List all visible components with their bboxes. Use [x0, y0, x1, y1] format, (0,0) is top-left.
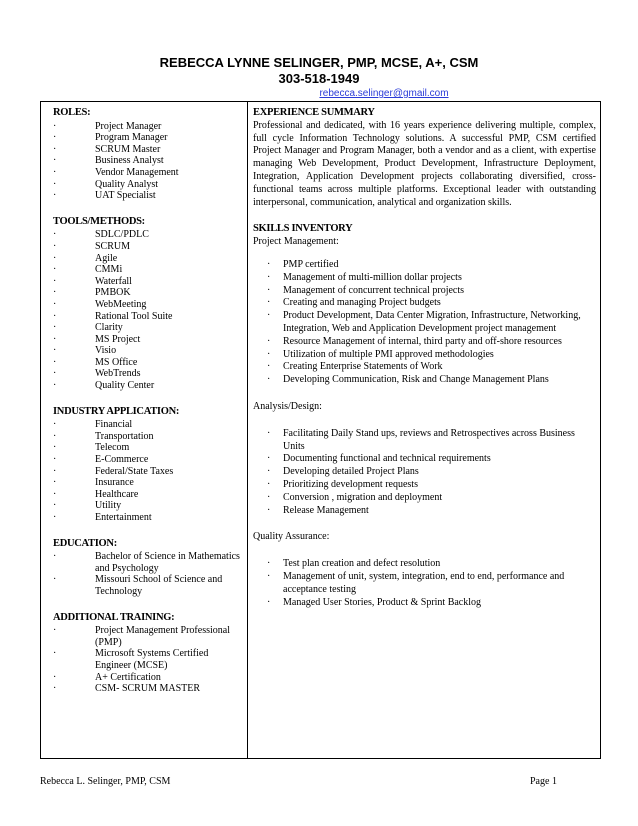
- summary-title: EXPERIENCE SUMMARY: [253, 107, 375, 118]
- qa-subtitle: Quality Assurance:: [253, 531, 330, 543]
- list-item: · Developing detailed Project Plans: [253, 466, 596, 479]
- right-column: [253, 107, 596, 609]
- list-item: · Conversion , migration and deployment: [253, 492, 596, 505]
- list-item: · A+ Certification: [53, 672, 241, 684]
- list-item: · PMP certified: [253, 259, 596, 272]
- list-item: · MS Project: [53, 334, 241, 346]
- list-item: · WebTrends: [53, 368, 241, 380]
- resume-name: REBECCA LYNNE SELINGER, PMP, MCSE, A+, CSM: [159, 55, 479, 70]
- list-item: · Bachelor of Science in Mathematics and Psychology: [53, 551, 241, 574]
- column-divider: [247, 102, 248, 758]
- list-item: · Waterfall: [53, 276, 241, 288]
- education-list: [53, 551, 241, 597]
- list-item: · WebMeeting: [53, 299, 241, 311]
- list-item: · UAT Specialist: [53, 190, 241, 202]
- list-item: · SDLC/PDLC: [53, 229, 241, 241]
- list-item: · Business Analyst: [53, 155, 241, 167]
- training-list: [53, 625, 241, 695]
- list-item: · CMMi: [53, 264, 241, 276]
- list-item: · Financial: [53, 419, 241, 431]
- ad-list: [253, 428, 596, 518]
- tools-title: TOOLS/METHODS:: [53, 215, 145, 227]
- list-item: · Managed User Stories, Product & Sprint Backlog: [253, 597, 596, 610]
- pm-list: [253, 259, 596, 387]
- roles-title: ROLES:: [53, 107, 91, 118]
- list-item: · Project Management Professional (PMP): [53, 625, 241, 648]
- list-item: · E-Commerce: [53, 454, 241, 466]
- list-item: · MS Office: [53, 357, 241, 369]
- roles-list: [53, 121, 241, 202]
- qa-list: [253, 558, 596, 609]
- education-title: EDUCATION:: [53, 537, 117, 549]
- phone-number: 303-518-1949: [278, 71, 360, 86]
- list-item: · Clarity: [53, 322, 241, 334]
- list-item: · Prioritizing development requests: [253, 479, 596, 492]
- list-item: · Release Management: [253, 505, 596, 518]
- tools-list: [53, 229, 241, 391]
- list-item: · Management of unit, system, integration, end to end, performance and acceptance testing: [253, 571, 596, 597]
- list-item: · PMBOK: [53, 287, 241, 299]
- list-item: · CSM- SCRUM MASTER: [53, 683, 241, 695]
- list-item: · Missouri School of Science and Technology: [53, 574, 241, 597]
- list-item: · Quality Analyst: [53, 179, 241, 191]
- list-item: · Healthcare: [53, 489, 241, 501]
- list-item: · Product Development, Data Center Migration, Infrastructure, Networking, Integration, Web and Application Development project management: [253, 310, 596, 336]
- list-item: · Program Manager: [53, 132, 241, 144]
- list-item: · Agile: [53, 253, 241, 265]
- industry-list: [53, 419, 241, 523]
- summary-text: Professional and dedicated, with 16 years experience delivering multiple, complex, full cycle Information Technology solutions. A successful PMP, CSM certified Project Manager and Program Manager, both a vendor and as a client, with expertise managing Web Development, Product Development, Infrastructure Deployment, Integration, Application Development projects collaborating diversified, cross-functional teams across multiple platforms. Exceptional leader with outstanding interpersonal, communication, analytical and organization skills.: [253, 119, 596, 208]
- list-item: · Management of concurrent technical projects: [253, 285, 596, 298]
- list-item: · Microsoft Systems Certified Engineer (MCSE): [53, 648, 241, 671]
- list-item: · Test plan creation and defect resolution: [253, 558, 596, 571]
- training-title: ADDITIONAL TRAINING:: [53, 611, 175, 623]
- list-item: · Transportation: [53, 431, 241, 443]
- list-item: · Documenting functional and technical requirements: [253, 453, 596, 466]
- list-item: · Insurance: [53, 477, 241, 489]
- left-column: [53, 107, 241, 695]
- list-item: · Creating and managing Project budgets: [253, 297, 596, 310]
- list-item: · Vendor Management: [53, 167, 241, 179]
- list-item: · Developing Communication, Risk and Change Management Plans: [253, 374, 596, 387]
- ad-subtitle: Analysis/Design:: [253, 400, 322, 412]
- footer-page-number: Page 1: [530, 776, 557, 787]
- pm-subtitle: Project Management:: [253, 236, 339, 248]
- list-item: · Management of multi-million dollar projects: [253, 272, 596, 285]
- list-item: · Resource Management of internal, third party and off-shore resources: [253, 336, 596, 349]
- list-item: · SCRUM Master: [53, 144, 241, 156]
- resume-table: [40, 101, 601, 759]
- list-item: · Federal/State Taxes: [53, 466, 241, 478]
- footer-author: Rebecca L. Selinger, PMP, CSM: [40, 776, 171, 787]
- list-item: · Quality Center: [53, 380, 241, 392]
- list-item: · Utility: [53, 500, 241, 512]
- industry-title: INDUSTRY APPLICATION:: [53, 405, 180, 417]
- list-item: · Visio: [53, 345, 241, 357]
- list-item: · Project Manager: [53, 121, 241, 133]
- list-item: · Entertainment: [53, 512, 241, 524]
- skills-title: SKILLS INVENTORY: [253, 223, 353, 235]
- list-item: · Utilization of multiple PMI approved methodologies: [253, 349, 596, 362]
- list-item: · Rational Tool Suite: [53, 311, 241, 323]
- list-item: · SCRUM: [53, 241, 241, 253]
- list-item: · Telecom: [53, 442, 241, 454]
- list-item: · Facilitating Daily Stand ups, reviews and Retrospectives across Business Units: [253, 428, 596, 454]
- email-link[interactable]: rebecca.selinger@gmail.com: [319, 88, 449, 99]
- list-item: · Creating Enterprise Statements of Work: [253, 361, 596, 374]
